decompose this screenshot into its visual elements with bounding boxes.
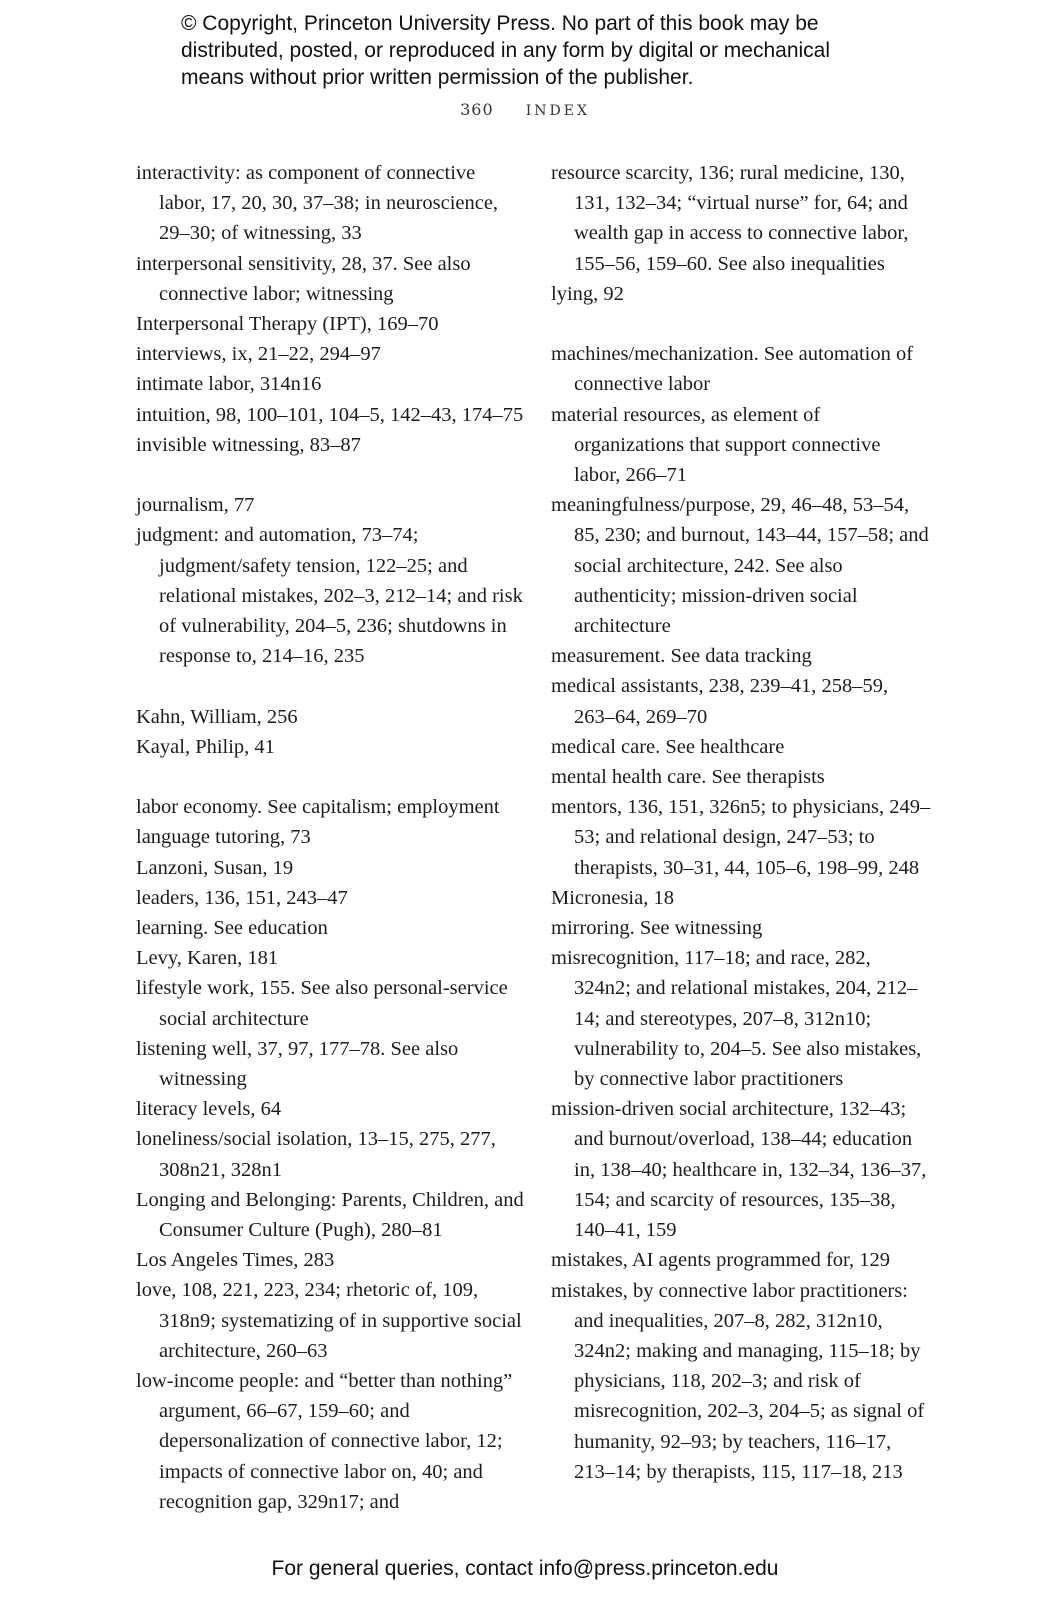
index-entry: mirroring. See witnessing (551, 917, 763, 940)
index-entry: Longing and Belonging: Parents, Children, and Consumer Culture (Pugh), 280–81 (136, 1188, 524, 1242)
index-entry: medical care. See healthcare (551, 735, 785, 758)
index-entry: labor economy. See capitalism; employment (136, 796, 500, 819)
index-entry: journalism, 77 (136, 494, 255, 517)
index-entry: material resources, as element of organizations that support connective labor, 266–71 (551, 403, 881, 487)
letter-group-gap (136, 460, 526, 490)
index-entry: Levy, Karen, 181 (136, 947, 279, 970)
index-entry: invisible witnessing, 83–87 (136, 433, 361, 456)
copyright-notice (181, 10, 941, 91)
letter-group-gap (136, 762, 526, 792)
index-entry: literacy levels, 64 (136, 1098, 282, 1121)
index-entry: Interpersonal Therapy (IPT), 169–70 (136, 313, 439, 336)
index-entry: judgment: and automation, 73–74; judgment/safety tension, 122–25; and relational mistakes, 202–3, 212–14; and risk of vulnerability, 204–5, 236; shutdowns in response to, 214–16, 235 (136, 524, 523, 668)
section-title: INDEX (525, 103, 590, 119)
index-entry: loneliness/social isolation, 13–15, 275, 277, 308n21, 328n1 (136, 1128, 496, 1181)
index-entry: mistakes, by connective labor practitioners: and inequalities, 207–8, 282, 312n10, 324n2; making and managing, 115–18; by physicians, 118, 202–3; and risk of misrecognition, 202–3, 204–5; as signal of humanity, 92–93; by teachers, 116–17, 213–14; by therapists, 115, 117–18, 213 (551, 1279, 925, 1483)
running-head (0, 100, 1050, 119)
index-entry: interactivity: as component of connective labor, 17, 20, 30, 37–38; in neuroscience, 29–30; of witnessing, 33 (136, 162, 499, 245)
index-entry: low-income people: and “better than nothing” argument, 66–67, 159–60; and depersonalization of connective labor, 12; impacts of connective labor on, 40; and recognition gap, 329n17; and (136, 1370, 513, 1513)
index-entry: intuition, 98, 100–101, 104–5, 142–43, 174–75 (136, 403, 524, 426)
index-entry: listening well, 37, 97, 177–78. See also witnessing (136, 1037, 459, 1091)
copyright-line: means without prior written permission of the publisher. (181, 66, 694, 89)
index-entry: Kayal, Philip, 41 (136, 735, 275, 758)
index-entry: mental health care. See therapists (551, 766, 825, 789)
index-entry: interpersonal sensitivity, 28, 37. See also connective labor; witnessing (136, 252, 471, 305)
index-entry: machines/mechanization. See automation of connective labor (551, 343, 914, 396)
index-entry: love, 108, 221, 223, 234; rhetoric of, 109, 318n9; systematizing of in supportive social architecture, 260–63 (136, 1279, 522, 1362)
index-column-right (551, 158, 931, 1487)
index-entry: Micronesia, 18 (551, 886, 674, 909)
index-entry: lying, 92 (551, 282, 624, 305)
index-entry: intimate labor, 314n16 (136, 373, 322, 396)
copyright-line: © Copyright, Princeton University Press. No part of this book may be (181, 12, 819, 35)
index-entry: meaningfulness/purpose, 29, 46–48, 53–54, 85, 230; and burnout, 143–44, 157–58; and social architecture, 242. See also authenticity; mission-driven social architecture (551, 494, 929, 638)
index-entry: interviews, ix, 21–22, 294–97 (136, 343, 381, 366)
page-number: 360 (460, 100, 494, 119)
index-entry: mission-driven social architecture, 132–43; and burnout/overload, 138–44; education in, 138–40; healthcare in, 132–34, 136–37, 154; and scarcity of resources, 135–38, 140–41, 159 (551, 1098, 927, 1242)
index-entry: language tutoring, 73 (136, 826, 311, 849)
index-column-left (136, 158, 526, 1517)
letter-group-gap (136, 671, 526, 701)
index-entry: Los Angeles Times, 283 (136, 1249, 335, 1272)
index-entry: mistakes, AI agents programmed for, 129 (551, 1249, 891, 1272)
letter-group-gap (551, 309, 931, 339)
index-entry: measurement. See data tracking (551, 645, 812, 668)
index-entry: misrecognition, 117–18; and race, 282, 324n2; and relational mistakes, 204, 212–14; and stereotypes, 207–8, 312n10; vulnerability to, 204–5. See also mistakes, by connective labor practitioners (551, 947, 922, 1091)
copyright-line: distributed, posted, or reproduced in any form by digital or mechanical (181, 39, 831, 62)
index-entry: medical assistants, 238, 239–41, 258–59, 263–64, 269–70 (551, 675, 889, 728)
footer-contact: For general queries, contact info@press.princeton.edu (271, 1557, 779, 1580)
index-entry: mentors, 136, 151, 326n5; to physicians, 249–53; and relational design, 247–53; to therapists, 30–31, 44, 105–6, 198–99, 248 (551, 796, 931, 879)
index-entry-continued: resource scarcity, 136; rural medicine, 130, 131, 132–34; “virtual nurse” for, 64; and wealth gap in access to connective labor, 155–56, 159–60. See also inequalities (551, 162, 909, 275)
index-entry: leaders, 136, 151, 243–47 (136, 886, 348, 909)
index-entry: Lanzoni, Susan, 19 (136, 856, 294, 879)
index-entry: lifestyle work, 155. See also personal-service social architecture (136, 977, 508, 1030)
index-entry: learning. See education (136, 917, 328, 940)
index-entry: Kahn, William, 256 (136, 705, 298, 728)
